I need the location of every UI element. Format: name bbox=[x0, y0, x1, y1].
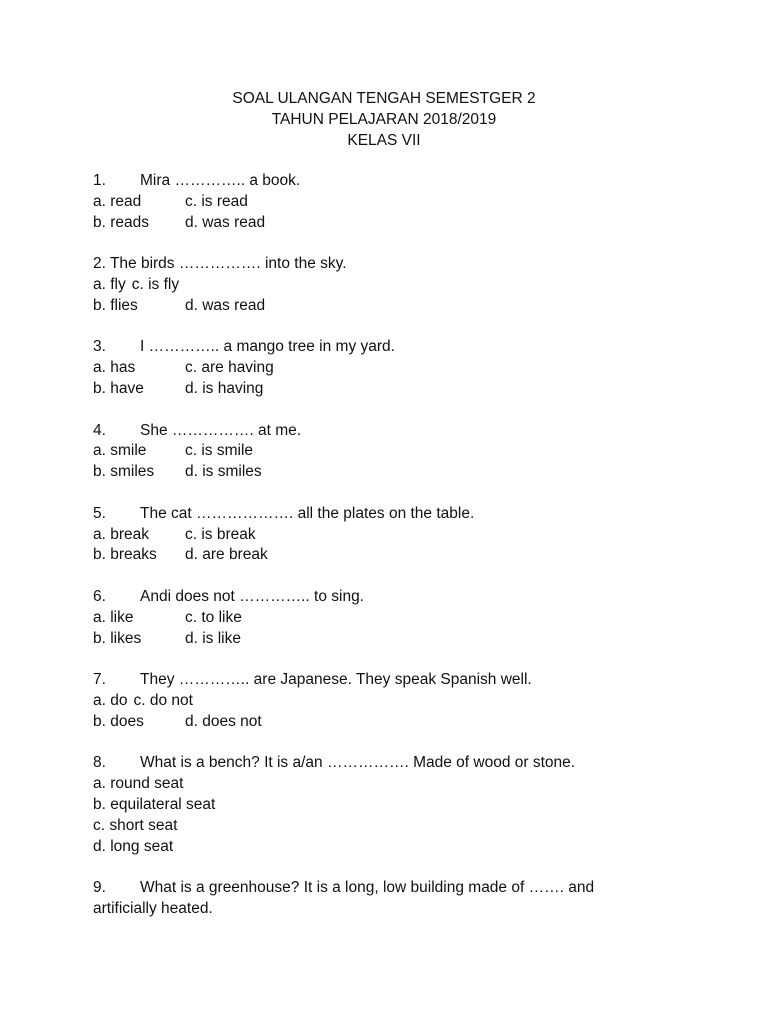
question-9 bbox=[93, 878, 693, 920]
option-b: b. does bbox=[93, 712, 144, 730]
option-row bbox=[93, 379, 693, 400]
document-header bbox=[0, 88, 768, 151]
option-b: b. have bbox=[93, 379, 144, 397]
option-a: a. read bbox=[93, 192, 142, 210]
question-stem bbox=[93, 171, 693, 192]
question-stem bbox=[93, 421, 693, 442]
option-c: c. is break bbox=[185, 525, 256, 543]
exam-title: SOAL ULANGAN TENGAH SEMESTGER 2 bbox=[232, 90, 536, 107]
question-text: What is a bench? It is a/an ……………. Made of wood or stone. bbox=[140, 754, 576, 772]
question-stem bbox=[93, 254, 693, 275]
option-c: c. do not bbox=[133, 691, 193, 709]
option-row bbox=[93, 275, 693, 296]
option-d: d. are break bbox=[185, 546, 268, 564]
question-text: Andi does not ………….. to sing. bbox=[140, 587, 364, 605]
option-a: a. like bbox=[93, 608, 134, 626]
option-row bbox=[93, 462, 693, 483]
option-row bbox=[93, 192, 693, 213]
option-c: c. is read bbox=[185, 192, 248, 210]
question-stem bbox=[93, 587, 693, 608]
option-a: a. do bbox=[93, 691, 128, 709]
option-c: c. short seat bbox=[93, 816, 178, 834]
question-text: They ………….. are Japanese. They speak Spanish well. bbox=[140, 671, 532, 689]
question-6 bbox=[93, 587, 693, 649]
option-b: b. smiles bbox=[93, 463, 155, 481]
option-a: a. break bbox=[93, 525, 150, 543]
question-4 bbox=[93, 421, 693, 483]
option-b: b. flies bbox=[93, 296, 138, 314]
question-stem bbox=[93, 337, 693, 358]
question-stem bbox=[93, 753, 693, 774]
option-c: c. are having bbox=[185, 359, 274, 377]
option-row bbox=[93, 545, 693, 566]
option-c: c. to like bbox=[185, 608, 242, 626]
option-d: d. is smiles bbox=[185, 463, 262, 481]
option-a: a. round seat bbox=[93, 775, 184, 793]
question-text: I ………….. a mango tree in my yard. bbox=[140, 338, 395, 356]
option-row bbox=[93, 358, 693, 379]
question-stem bbox=[93, 670, 693, 691]
option-d: d. was read bbox=[185, 213, 266, 231]
question-number: 4. bbox=[93, 421, 106, 439]
question-stem bbox=[93, 504, 693, 525]
option-row bbox=[93, 213, 693, 234]
question-text: She ……………. at me. bbox=[140, 421, 302, 439]
option-row bbox=[93, 441, 693, 462]
question-text: Mira ………….. a book. bbox=[140, 172, 301, 189]
option-c: c. is smile bbox=[185, 442, 254, 460]
question-text-line-2: artificially heated. bbox=[93, 899, 213, 917]
question-text: The cat ………………. all the plates on the table. bbox=[140, 504, 475, 522]
option-row bbox=[93, 712, 693, 733]
option-b: b. breaks bbox=[93, 546, 157, 564]
question-number: 9. bbox=[93, 879, 106, 897]
option-d: d. is having bbox=[185, 379, 264, 397]
option-row bbox=[93, 691, 693, 712]
question-7 bbox=[93, 670, 693, 732]
class-level: KELAS VII bbox=[347, 132, 421, 149]
option-row bbox=[93, 296, 693, 317]
option-row bbox=[93, 629, 693, 650]
question-text-line-1: What is a greenhouse? It is a long, low building made of ……. and bbox=[140, 879, 595, 897]
question-stem bbox=[93, 878, 693, 899]
question-number: 2. bbox=[93, 255, 106, 273]
question-1 bbox=[93, 171, 693, 233]
academic-year: TAHUN PELAJARAN 2018/2019 bbox=[271, 111, 497, 128]
question-number: 7. bbox=[93, 671, 106, 689]
option-d: d. is like bbox=[185, 629, 241, 647]
option-row bbox=[93, 525, 693, 546]
option-a: a. has bbox=[93, 359, 136, 377]
question-2 bbox=[93, 254, 693, 316]
question-list bbox=[93, 171, 693, 940]
option-b: b. likes bbox=[93, 629, 142, 647]
option-d: d. does not bbox=[185, 712, 262, 730]
question-number: 6. bbox=[93, 587, 106, 605]
option-d: d. was read bbox=[185, 296, 266, 314]
question-number: 3. bbox=[93, 338, 106, 356]
question-number: 1. bbox=[93, 172, 106, 189]
question-number: 8. bbox=[93, 754, 106, 772]
option-a: a. fly bbox=[93, 275, 126, 293]
question-5 bbox=[93, 504, 693, 566]
question-8 bbox=[93, 753, 693, 857]
question-number: 5. bbox=[93, 504, 106, 522]
option-d: d. long seat bbox=[93, 837, 174, 855]
option-a: a. smile bbox=[93, 442, 147, 460]
question-text: The birds ……………. into the sky. bbox=[109, 255, 347, 273]
option-row bbox=[93, 608, 693, 629]
option-c: c. is fly bbox=[131, 275, 180, 293]
option-b: b. equilateral seat bbox=[93, 795, 216, 813]
question-3 bbox=[93, 337, 693, 399]
option-b: b. reads bbox=[93, 213, 150, 231]
